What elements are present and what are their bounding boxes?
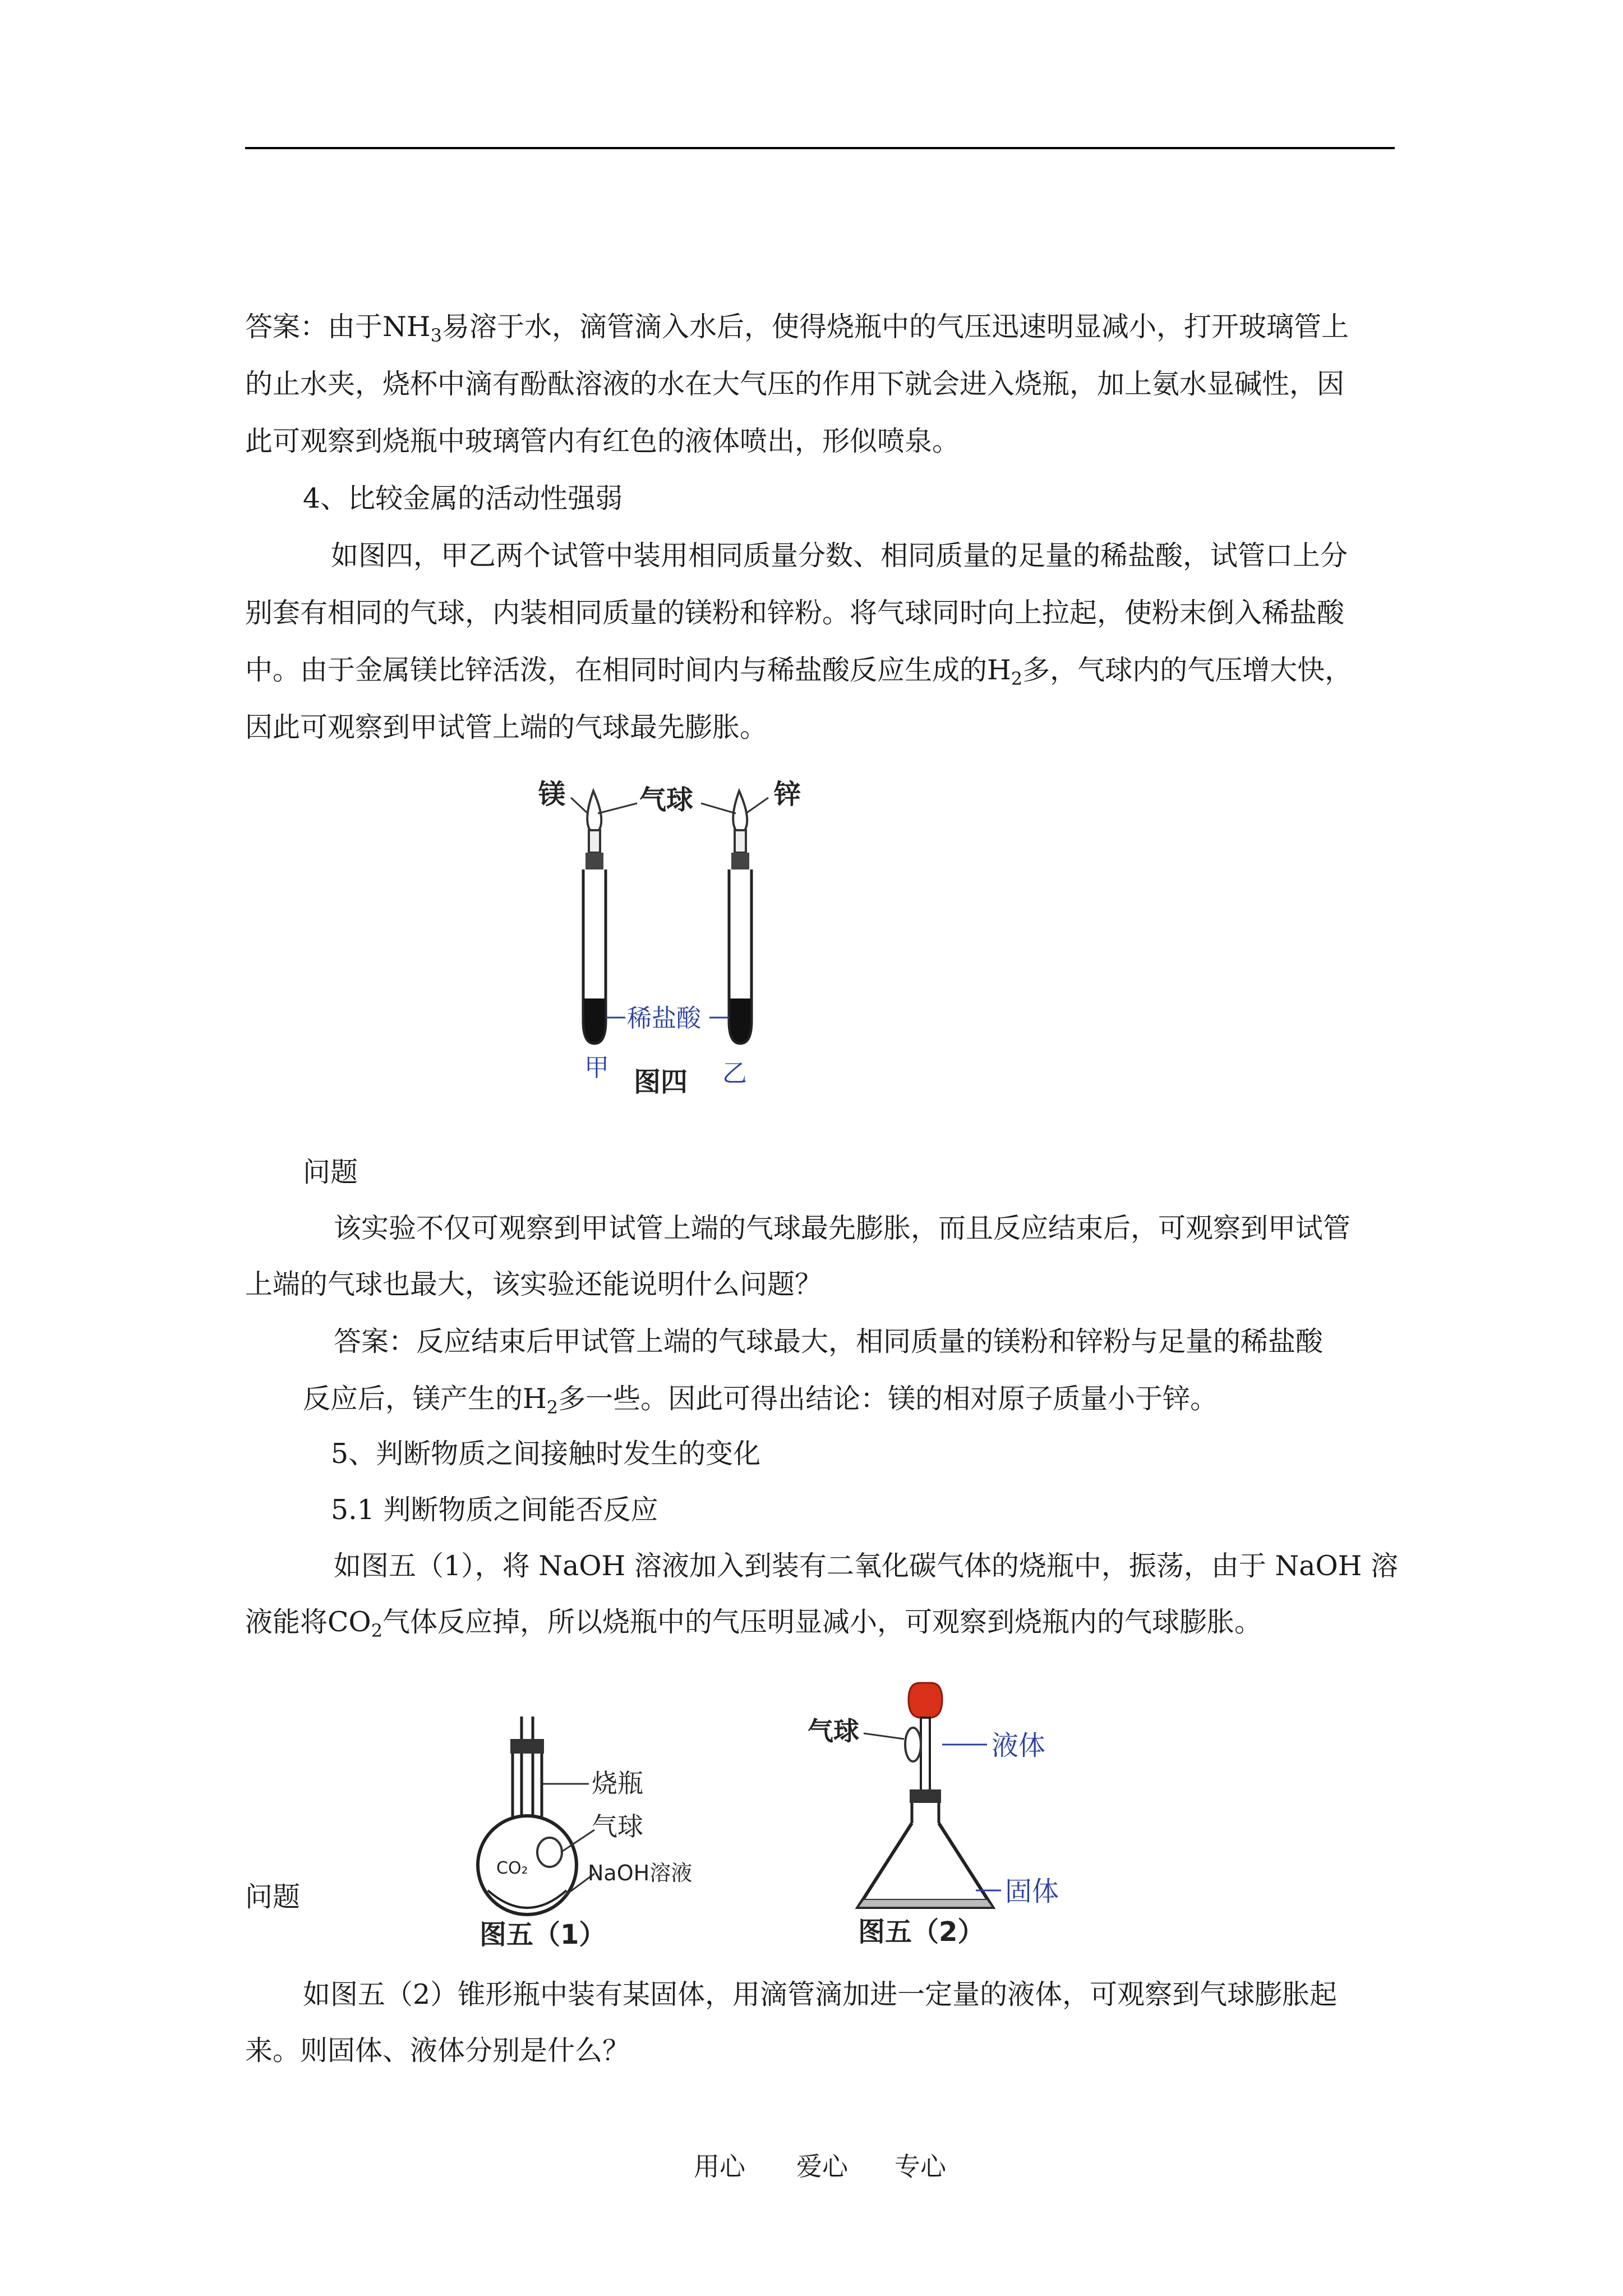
question2-line2: 来。则固体、液体分别是什么？ [245, 2035, 630, 2067]
question1-answer-line2: 反应后，镁产生的$H_2$多一些。因此可得出结论：镁的相对原子质量小于锌。 [303, 1383, 1218, 1418]
question1-line2: 上端的气球也最大，该实验还能说明什么问题？ [245, 1268, 823, 1300]
footer-word-1: 用心 [694, 2151, 745, 2182]
section5-line1: 如图五（1），将 NaOH 溶液加入到装有二氧化碳气体的烧瓶中，振荡，由于 NaOH 溶 [334, 1550, 1398, 1582]
figure5-2-conical-flask [808, 1677, 1099, 1947]
figure5-2-caption: 图五（2） [858, 1916, 985, 1947]
section5-subheading: 5.1 判断物质之间能否反应 [331, 1494, 658, 1526]
section5-heading: 5、判断物质之间接触时发生的变化 [331, 1438, 761, 1470]
figure5-1-label-balloon: 气球 [592, 1811, 643, 1842]
question1-answer-line1: 答案：反应结束后甲试管上端的气球最大，相同质量的镁粉和锌粉与足量的稀盐酸 [334, 1326, 1324, 1358]
footer-word-3: 专心 [895, 2151, 946, 2182]
header-rule [245, 147, 1395, 149]
question1-title: 问题 [303, 1156, 358, 1188]
figure5-1-label-co2: CO₂ [496, 1858, 528, 1878]
figure4-label-zn: 锌 [774, 779, 801, 810]
figure5-2-label-liquid: 液体 [992, 1730, 1046, 1761]
answer1-line2: 的止水夹，烧杯中滴有酚酞溶液的水在大气压的作用下就会进入烧瓶，加上氨水显碱性，因 [245, 368, 1345, 400]
figure5-1-caption: 图五（1） [479, 1919, 606, 1950]
figure4-label-jia: 甲 [584, 1053, 609, 1082]
figure4-test-tubes [527, 769, 819, 1094]
figure4-caption: 图四 [634, 1066, 688, 1094]
figure4-label-acid: 稀盐酸 [627, 1004, 701, 1033]
answer1-line1: 答案：由于$NH_3$易溶于水，滴管滴入水后，使得烧瓶中的气压迅速明显减小，打开玻璃管上 [245, 311, 1349, 346]
figure5-2-label-solid: 固体 [1005, 1876, 1059, 1907]
section4-heading: 4、比较金属的活动性强弱 [303, 482, 623, 514]
section4-line4: 因此可观察到甲试管上端的气球最先膨胀。 [245, 711, 768, 743]
figure4-label-yi: 乙 [722, 1059, 747, 1088]
figure5-2-label-balloon: 气球 [808, 1716, 859, 1746]
question2-title: 问题 [245, 1881, 301, 1913]
figure5-1-label-flask: 烧瓶 [592, 1768, 643, 1798]
section4-line1: 如图四，甲乙两个试管中装用相同质量分数、相同质量的足量的稀盐酸，试管口上分 [331, 540, 1348, 572]
figure4-label-mg: 镁 [538, 779, 566, 810]
question2-line1: 如图五（2）锥形瓶中装有某固体，用滴管滴加进一定量的液体，可观察到气球膨胀起 [303, 1978, 1338, 2010]
answer1-line3: 此可观察到烧瓶中玻璃管内有红色的液体喷出，形似喷泉。 [245, 425, 960, 457]
figure4-label-balloon: 气球 [639, 784, 694, 816]
question1-line1: 该实验不仅可观察到甲试管上端的气球最先膨胀，而且反应结束后，可观察到甲试管 [334, 1212, 1351, 1244]
figure5-1-label-naoh: NaOH溶液 [588, 1861, 693, 1885]
section5-line2: 液能将$CO_2$气体反应掉，所以烧瓶中的气压明显减小，可观察到烧瓶内的气球膨胀。 [245, 1606, 1262, 1641]
section4-line3: 中。由于金属镁比锌活泼，在相同时间内与稀盐酸反应生成的$H_2$多，气球内的气压增大快， [245, 654, 1353, 689]
figure5-1-flask [465, 1705, 701, 1952]
section4-line2: 别套有相同的气球，内装相同质量的镁粉和锌粉。将气球同时向上拉起，使粉末倒入稀盐酸 [245, 597, 1345, 629]
footer-word-2: 爱心 [796, 2151, 848, 2182]
